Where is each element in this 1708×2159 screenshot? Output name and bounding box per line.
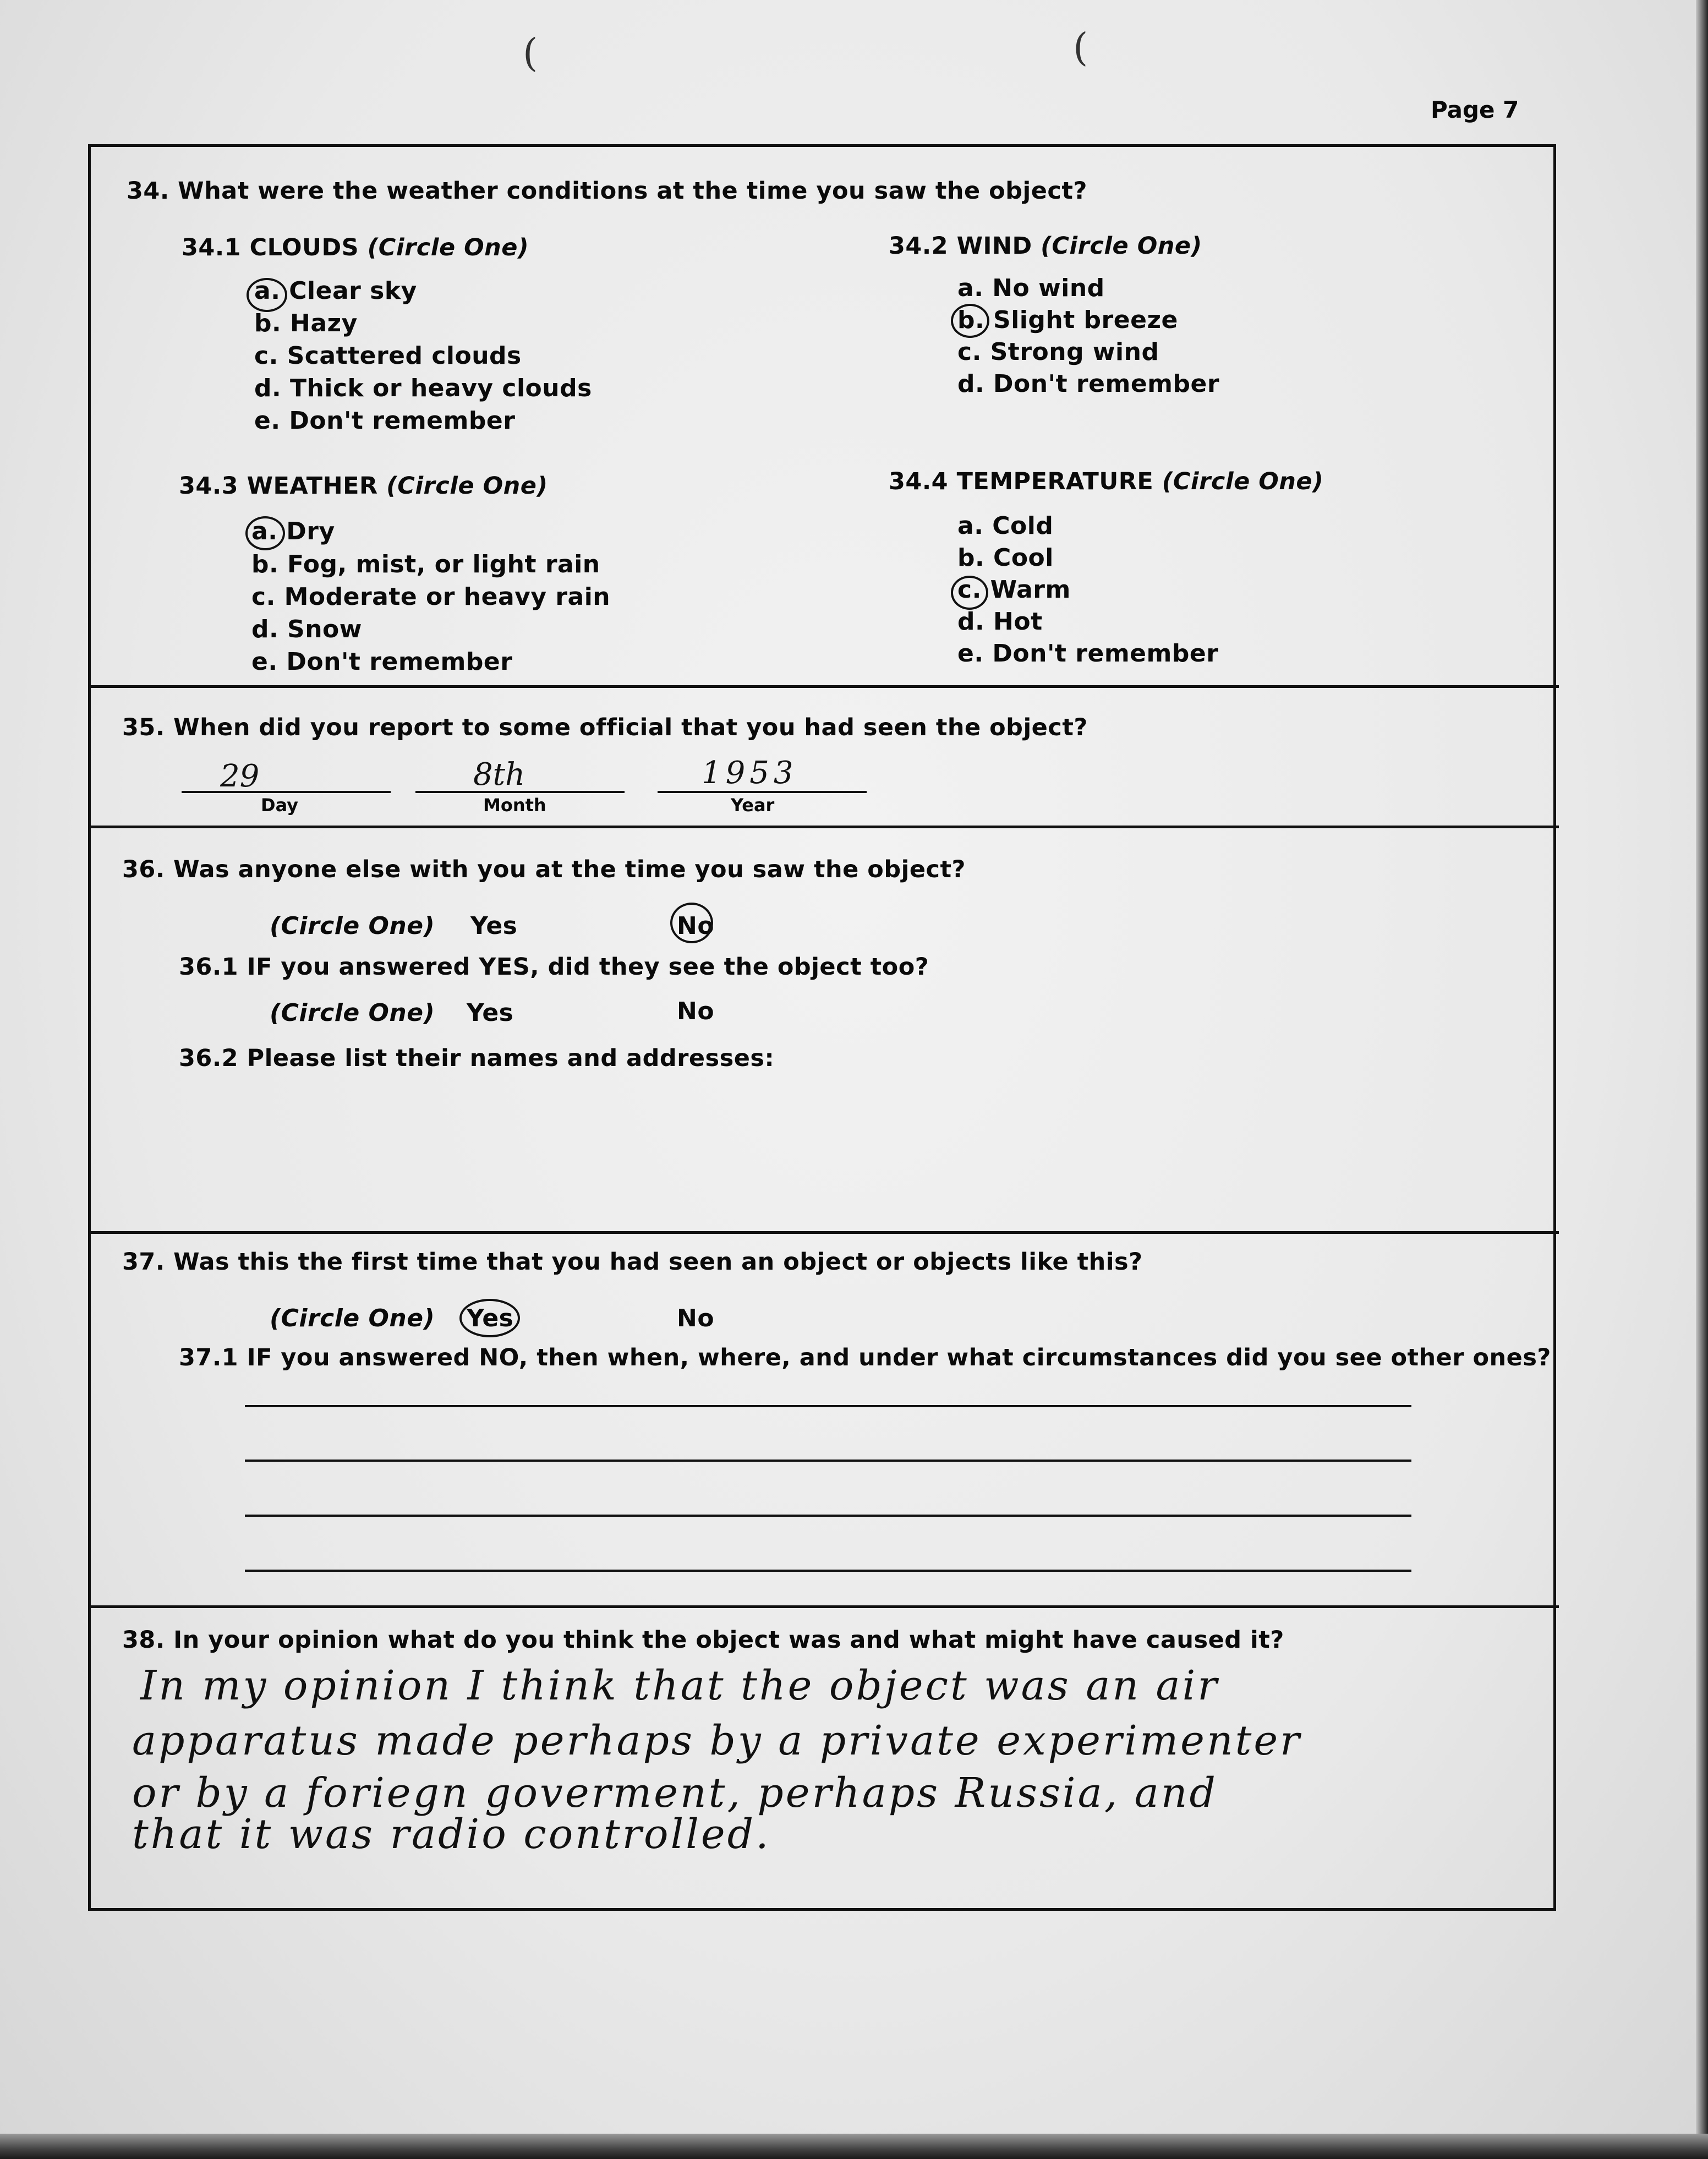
q36-1-question: 36.1 IF you answered YES, did they see the object too? <box>179 953 929 981</box>
divider-34-35 <box>91 685 1559 688</box>
q36-1-yes-option[interactable]: Yes <box>467 999 514 1027</box>
weather-option-b[interactable]: b. Fog, mist, or light rain <box>251 550 600 578</box>
q38-answer-line-1[interactable]: In my opinion I think that the object was an air <box>140 1662 1219 1709</box>
q37-1-question: 37.1 IF you answered NO, then when, where, and under what circumstances did you see other ones? <box>179 1344 1551 1371</box>
q37-answer-line-1[interactable] <box>245 1405 1411 1407</box>
q38-question: 38. In your opinion what do you think the object was and what might have caused it? <box>122 1626 1284 1654</box>
wind-option-b[interactable]: b. Slight breeze <box>957 306 1178 334</box>
year-label: Year <box>731 795 775 816</box>
clouds-title: 34.1 CLOUDS (Circle One) <box>182 234 529 261</box>
clouds-option-e[interactable]: e. Don't remember <box>254 407 516 435</box>
q36-no-option[interactable]: No <box>677 912 715 940</box>
wind-option-a[interactable]: a. No wind <box>957 274 1105 302</box>
clouds-option-b[interactable]: b. Hazy <box>254 309 358 337</box>
report-day-value[interactable]: 29 <box>220 758 260 794</box>
weather-option-a[interactable]: a. Dry <box>251 517 335 545</box>
clouds-option-c[interactable]: c. Scattered clouds <box>254 342 522 370</box>
wind-selected-circle <box>951 304 989 338</box>
scan-edge-right <box>1696 0 1708 2159</box>
temperature-selected-circle <box>951 576 988 610</box>
q36-2-question: 36.2 Please list their names and addresses: <box>179 1045 775 1072</box>
q36-1-no-option[interactable]: No <box>677 997 715 1025</box>
clouds-selected-circle <box>247 278 287 312</box>
divider-36-37 <box>91 1231 1559 1234</box>
q37-answer-line-2[interactable] <box>245 1460 1411 1462</box>
temperature-option-d[interactable]: d. Hot <box>957 608 1043 636</box>
q37-answer-line-4[interactable] <box>245 1570 1411 1572</box>
temperature-option-b[interactable]: b. Cool <box>957 544 1054 572</box>
punch-mark-right: ( <box>1073 25 1088 70</box>
q37-selected-circle <box>459 1299 520 1337</box>
q36-1-instruction: (Circle One) <box>270 999 435 1027</box>
month-underline <box>415 791 625 793</box>
report-month-value[interactable]: 8th <box>473 757 525 792</box>
day-label: Day <box>261 795 299 816</box>
temperature-option-e[interactable]: e. Don't remember <box>957 639 1219 668</box>
weather-selected-circle <box>245 516 285 550</box>
day-underline <box>182 791 391 793</box>
year-underline <box>658 791 867 793</box>
q35-question: 35. When did you report to some official that you had seen the object? <box>122 714 1088 741</box>
wind-option-d[interactable]: d. Don't remember <box>957 370 1220 398</box>
divider-35-36 <box>91 826 1559 828</box>
temperature-option-a[interactable]: a. Cold <box>957 512 1054 540</box>
q37-answer-line-3[interactable] <box>245 1515 1411 1517</box>
q37-instruction: (Circle One) <box>270 1304 435 1332</box>
q37-no-option[interactable]: No <box>677 1304 715 1332</box>
temperature-option-c[interactable]: c. Warm <box>957 576 1071 604</box>
scan-edge-bottom <box>0 2134 1708 2159</box>
q38-answer-line-4[interactable]: that it was radio controlled. <box>132 1811 771 1858</box>
clouds-option-d[interactable]: d. Thick or heavy clouds <box>254 374 592 402</box>
weather-option-d[interactable]: d. Snow <box>251 615 362 643</box>
wind-option-c[interactable]: c. Strong wind <box>957 338 1159 366</box>
punch-mark-left: ( <box>523 30 538 75</box>
report-year-value[interactable]: 1953 <box>702 755 798 791</box>
q36-question: 36. Was anyone else with you at the time you saw the object? <box>122 856 966 883</box>
weather-option-e[interactable]: e. Don't remember <box>251 648 513 676</box>
month-label: Month <box>483 795 546 816</box>
weather-title: 34.3 WEATHER (Circle One) <box>179 472 548 500</box>
q34-question: 34. What were the weather conditions at the time you saw the object? <box>127 177 1087 205</box>
divider-37-38 <box>91 1605 1559 1608</box>
q37-question: 37. Was this the first time that you had seen an object or objects like this? <box>122 1248 1143 1276</box>
q38-answer-line-2[interactable]: apparatus made perhaps by a private experimenter <box>132 1717 1302 1764</box>
wind-title: 34.2 WIND (Circle One) <box>889 232 1202 260</box>
clouds-option-a[interactable]: a. Clear sky <box>254 277 417 305</box>
q38-answer-line-3[interactable]: or by a foriegn goverment, perhaps Russia, and <box>132 1769 1218 1817</box>
temperature-title: 34.4 TEMPERATURE (Circle One) <box>889 468 1324 495</box>
q36-selected-circle <box>670 903 713 943</box>
weather-option-c[interactable]: c. Moderate or heavy rain <box>251 583 611 611</box>
q36-yes-option[interactable]: Yes <box>470 912 518 940</box>
page-number: Page 7 <box>1431 96 1519 123</box>
q37-yes-option[interactable]: Yes <box>467 1304 514 1332</box>
q36-instruction: (Circle One) <box>270 912 435 940</box>
